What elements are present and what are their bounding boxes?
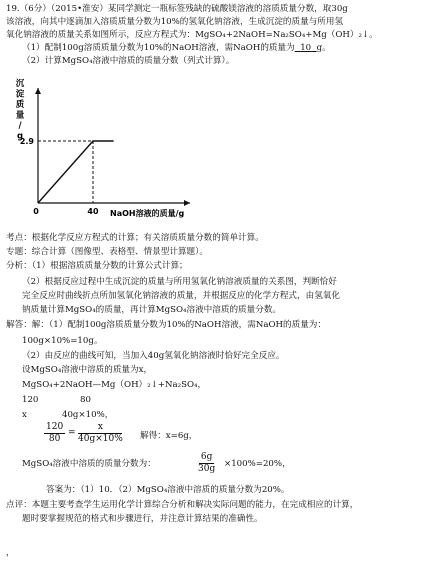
x-tick-label: 40 <box>87 207 99 216</box>
ratio-right-den: 40g×10% <box>78 434 123 444</box>
jieda-1: 解答：解：（1）配制100g溶质质量分数为10%的NaOH溶液，需NaOH的质量为： <box>6 320 326 330</box>
y-tick-label: 2.9 <box>19 137 34 146</box>
kaodian: 考点：根据化学反应方程式的计算；有关溶质质量分数的简单计算。 <box>6 233 264 243</box>
ratio-left-den: 80 <box>48 434 61 444</box>
ratio-equals: = <box>68 428 76 438</box>
fenxi-2b: 完全反应时曲线折点所加氢氧化钠溶液的质量，并根据反应的化学方程式，由氢氧化 <box>22 291 340 301</box>
y-axis-arrow-icon <box>35 88 41 94</box>
given-naoh: 40g×10%， <box>62 410 114 420</box>
dianping-1: 点评：本题主要考查学生运用化学计算综合分析和解决实际问题的能力，在完成相应的计算， <box>6 500 359 510</box>
question-2: （2）计算MgSO₄溶液中溶质的质量分数（列式计算）。 <box>22 56 235 66</box>
question-1-unit: g。 <box>316 43 331 53</box>
reaction-equation: MgSO₄+2NaOH—Mg（OH）₂↓+Na₂SO₄， <box>22 380 207 390</box>
set-x: 设MgSO₄溶液中溶质的质量为x， <box>22 365 153 375</box>
fenxi-2a: （2）根据反应过程中生成沉淀的质量与所用氢氧化钠溶液质量的关系图，判断恰好 <box>22 277 337 287</box>
jieda-2: （2）由反应的曲线可知，当加入40g氢氧化钠溶液时恰好完全反应。 <box>22 351 285 361</box>
question-1-answer: 10 <box>300 43 312 53</box>
mass-fraction-num: 6g <box>200 452 213 462</box>
mass-fraction-den: 30g <box>198 464 216 474</box>
dianping-2: 题时要掌握规范的格式和步骤进行，并注意计算结果的准确性。 <box>22 514 263 524</box>
question-1-text: （1）配制100g溶质质量分数为10%的NaOH溶液，需NaOH的质量为 <box>22 43 295 53</box>
problem-line-2: 该溶液，向其中逐滴加入溶质质量分数为10%的氢氧化钠溶液，生成沉淀的质量与所用氢 <box>6 17 344 27</box>
ratio-left <box>44 422 65 445</box>
mass-80: 80 <box>80 395 91 405</box>
fraction-suffix: ×100%=20%， <box>224 459 291 469</box>
y-axis-label: 沉淀质量/ g <box>15 79 25 142</box>
problem-line-1: 19.（6分）（2015•淮安）某同学测定一瓶标签残缺的硫酸镁溶液的溶质质量分数，取30g <box>6 4 348 14</box>
solve-result: 解得：x=6g， <box>140 431 198 441</box>
problem-line-3: 氧化钠溶液的质量关系如图所示，反应方程式为：MgSO₄+2NaOH=Na₂SO₄+Mg（OH）₂↓。 <box>6 30 378 40</box>
fenxi-2c: 钠质量计算MgSO₄的质量，再计算MgSO₄溶液中溶质的质量分数。 <box>22 305 282 315</box>
mass-fraction <box>196 452 217 475</box>
ratio-left-num: 120 <box>46 422 64 432</box>
question-1 <box>22 43 331 54</box>
zhuanti: 专题：综合计算（图像型、表格型、情景型计算题）。 <box>6 247 208 257</box>
x-axis-label: NaOH溶液的质量/g <box>110 209 185 218</box>
calc-1: 100g×10%=10g。 <box>22 336 103 346</box>
origin-label: 0 <box>33 207 39 216</box>
fraction-prefix: MgSO₄溶液中溶质的质量分数为： <box>22 459 156 469</box>
x-axis-arrow-icon <box>184 200 190 206</box>
unknown-x: x <box>22 410 27 420</box>
ratio-right-num: x <box>78 422 122 434</box>
precipitate-chart <box>0 70 442 230</box>
mass-120: 120 <box>22 395 39 405</box>
answer-line: 答案为：（1）10．（2）MgSO₄溶液中溶质的质量分数为20%。 <box>46 485 290 495</box>
fenxi-1: 分析：（1）根据溶质质量分数的计算公式计算； <box>6 261 188 271</box>
ratio-right <box>76 422 125 445</box>
trailing-mark: ， <box>6 548 15 558</box>
series-line <box>38 141 114 203</box>
